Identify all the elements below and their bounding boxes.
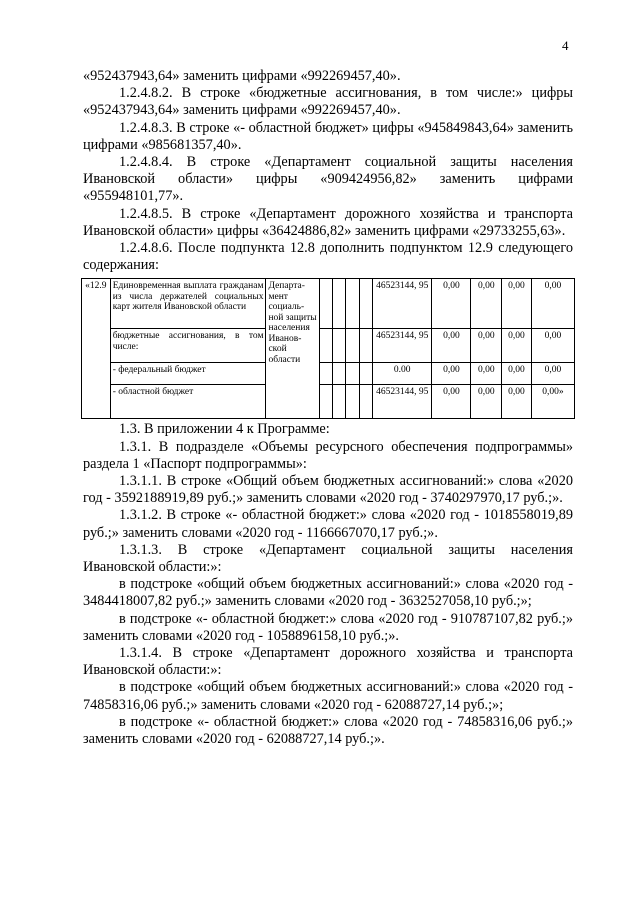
empty-cell: [359, 279, 372, 329]
amount-cell: 0,00: [471, 385, 502, 419]
amount-cell: 0,00: [432, 385, 471, 419]
amount-cell: 0,00: [432, 279, 471, 329]
paragraph: 1.3.1. В подразделе «Объемы ресурсного обеспечения подпрограммы» раздела 1 «Паспорт подпрограммы»:: [83, 438, 573, 472]
amount-cell: 0,00: [471, 363, 502, 385]
row-number-cell: «12.9: [82, 279, 111, 419]
empty-cell: [346, 363, 359, 385]
paragraph: 1.3.1.3. В строке «Департамент социальной защиты населения Ивановской области:»:: [83, 541, 573, 576]
budget-table: [81, 278, 575, 419]
amount-cell: 0,00: [432, 329, 471, 363]
paragraph: 1.3.1.4. В строке «Департамент дорожного хозяйства и транспорта Ивановской области:»:: [83, 645, 573, 679]
amount-cell: 0,00»: [531, 385, 574, 419]
table-row: [82, 329, 575, 363]
measure-name-cell: бюджетные ассигнования, в том числе:: [110, 329, 266, 363]
empty-cell: [319, 329, 332, 363]
empty-cell: [346, 385, 359, 419]
paragraph: 1.2.4.8.6. После подпункта 12.8 дополнить подпунктом 12.9 следующего содержания:: [83, 240, 573, 274]
paragraph: в подстроке «общий объем бюджетных ассигнований:» слова «2020 год - 74858316,06 руб.;» заменить словами «2020 год - 62088727,14 руб.;»;: [83, 679, 573, 713]
empty-cell: [359, 329, 372, 363]
paragraph: 1.3. В приложении 4 к Программе:: [119, 421, 330, 438]
amount-cell: 0,00: [502, 385, 532, 419]
paragraphs-before-table: [83, 68, 573, 274]
amount-cell: 46523144, 95: [373, 329, 432, 363]
amount-cell: 0.00: [373, 363, 432, 385]
paragraph: в подстроке «- областной бюджет:» слова «2020 год - 910787107,82 руб.;» заменить словами «2020 год - 1058896158,10 руб.;».: [83, 610, 573, 644]
amount-cell: 0,00: [432, 363, 471, 385]
empty-cell: [319, 363, 332, 385]
amount-cell: 0,00: [531, 329, 574, 363]
empty-cell: [319, 279, 332, 329]
empty-cell: [346, 279, 359, 329]
paragraph: в подстроке «общий объем бюджетных ассигнований:» слова «2020 год - 3484418007,82 руб.;» заменить словами «2020 год - 3632527058,10 руб.;»;: [83, 576, 573, 610]
budget-table-wrapper: [81, 278, 575, 419]
empty-cell: [333, 279, 346, 329]
paragraph: в подстроке «- областной бюджет:» слова «2020 год - 74858316,06 руб.;» заменить словами «2020 год - 62088727,14 руб.;».: [83, 713, 573, 748]
amount-cell: 0,00: [471, 329, 502, 363]
empty-cell: [333, 363, 346, 385]
empty-cell: [359, 385, 372, 419]
empty-cell: [333, 329, 346, 363]
table-row: [82, 385, 575, 419]
document-body: [83, 68, 573, 748]
amount-cell: 0,00: [531, 363, 574, 385]
paragraph: 1.3.1.1. В строке «Общий объем бюджетных ассигнований:» слова «2020 год - 3592188919,89 руб.;» заменить словами «2020 год - 3740297970,17 руб.;».: [83, 473, 573, 507]
amount-cell: 46523144, 95: [373, 385, 432, 419]
measure-name-cell: - областной бюджет: [110, 385, 266, 419]
amount-cell: 0,00: [502, 279, 532, 329]
amount-cell: 0,00: [531, 279, 574, 329]
amount-cell: 0,00: [502, 363, 532, 385]
paragraph: 1.2.4.8.4. В строке «Департамент социальной защиты населения Ивановской области» цифры «909424956,82» заменить цифрами «955948101,77».: [83, 154, 573, 205]
empty-cell: [346, 329, 359, 363]
empty-cell: [359, 363, 372, 385]
measure-name-cell: - федеральный бюджет: [110, 363, 266, 385]
amount-cell: 0,00: [471, 279, 502, 329]
paragraph: «952437943,64» заменить цифрами «992269457,40».: [83, 68, 401, 84]
paragraphs-after-table: [83, 421, 573, 748]
amount-cell: 0,00: [502, 329, 532, 363]
table-row: [82, 279, 575, 329]
executor-cell: Департа-мент социаль-ной защиты населения Иванов-ской области: [266, 279, 319, 419]
empty-cell: [319, 385, 332, 419]
paragraph: 1.2.4.8.3. В строке «- областной бюджет» цифры «945849843,64» заменить цифрами «985681357,40».: [83, 119, 573, 153]
paragraph: 1.2.4.8.5. В строке «Департамент дорожного хозяйства и транспорта Ивановской области» цифры «36424886,82» заменить цифрами «29733255,63».: [83, 205, 573, 239]
amount-cell: 46523144, 95: [373, 279, 432, 329]
paragraph: 1.2.4.8.2. В строке «бюджетные ассигнования, в том числе:» цифры «952437943,64» заменить цифрами «992269457,40».: [83, 85, 573, 119]
measure-name-cell: Единовременная выплата гражданам из числа держателей социальных карт жителя Ивановской области: [110, 279, 266, 329]
paragraph: 1.3.1.2. В строке «- областной бюджет:» слова «2020 год - 1018558019,89 руб.;» заменить словами «2020 год - 1166667070,17 руб.;».: [83, 507, 573, 541]
page-number: 4: [562, 38, 569, 53]
table-row: [82, 363, 575, 385]
empty-cell: [333, 385, 346, 419]
